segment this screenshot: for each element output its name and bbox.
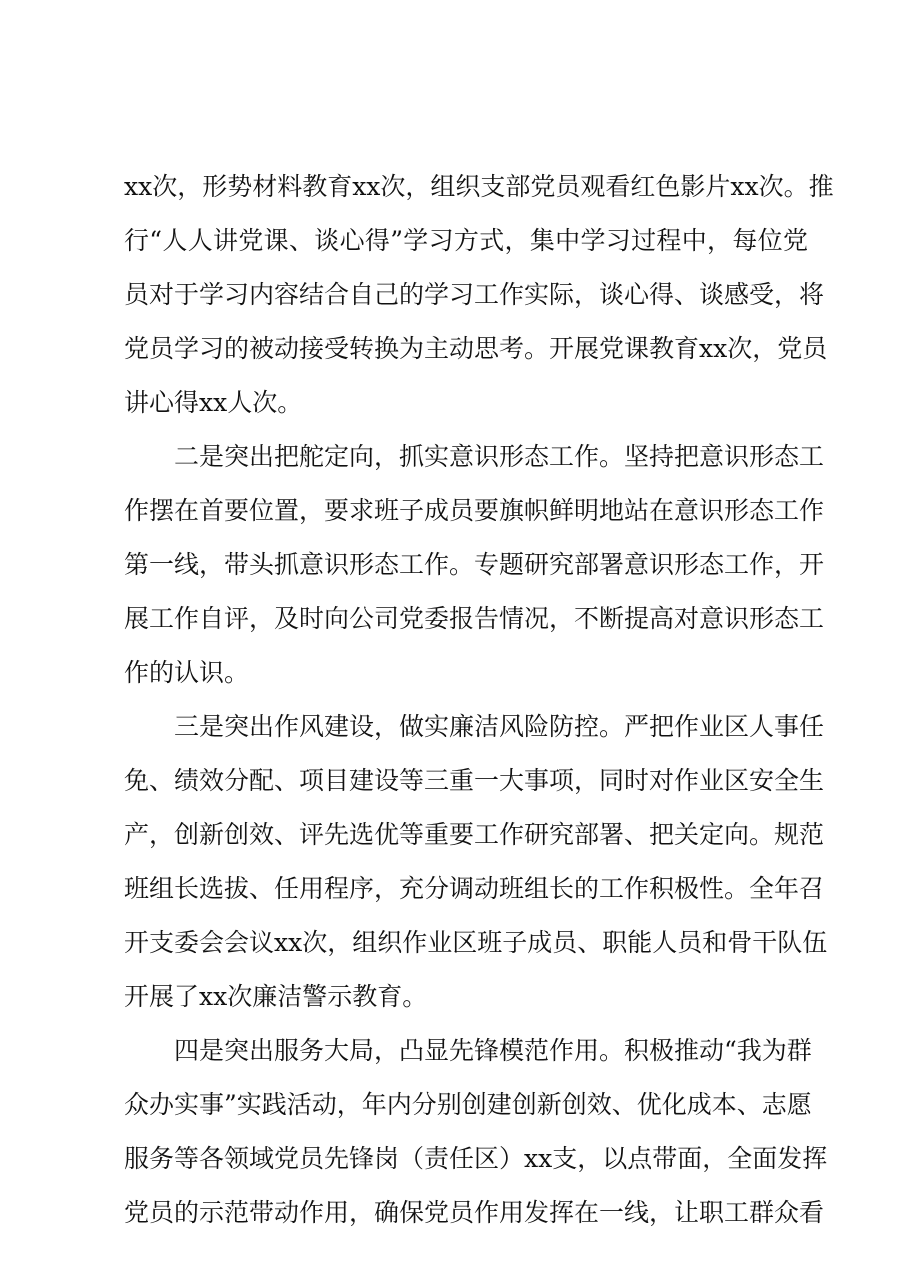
paragraph-start-line: 二是突出把舵定向，抓实意识形态工作。坚持把意识形态工 [174, 442, 825, 471]
text-line: 员对于学习内容结合自己的学习工作实际，谈心得、谈感受，将 [124, 280, 825, 309]
text-line: 展工作自评，及时向公司党委报告情况，不断提高对意识形态工 [124, 604, 825, 633]
text-line: 党员的示范带动作用，确保党员作用发挥在一线，让职工群众看 [124, 1198, 825, 1227]
text-line: 第一线，带头抓意识形态工作。专题研究部署意识形态工作，开 [124, 550, 825, 579]
text-line: 班组长选拔、任用程序，充分调动班组长的工作积极性。全年召 [124, 874, 825, 903]
text-line: 众办实事”实践活动，年内分别创建创新创效、优化成本、志愿 [124, 1090, 812, 1119]
text-line: 党员学习的被动接受转换为主动思考。开展党课教育xx次，党员 [124, 334, 828, 363]
text-line: 作摆在首要位置，要求班子成员要旗帜鲜明地站在意识形态工作 [124, 496, 825, 525]
text-line: 讲心得xx人次。 [124, 388, 303, 417]
text-line: 开展了xx次廉洁警示教育。 [124, 982, 428, 1011]
paragraph-start-line: 四是突出服务大局，凸显先锋模范作用。积极推动“我为群 [174, 1036, 812, 1065]
text-line: 作的认识。 [124, 658, 250, 687]
body-text [124, 160, 834, 1240]
text-line: 服务等各领域党员先锋岗（责任区）xx支，以点带面，全面发挥 [124, 1144, 828, 1173]
text-line: xx次，形势材料教育xx次，组织支部党员观看红色影片xx次。推 [124, 172, 834, 201]
text-line: 开支委会会议xx次，组织作业区班子成员、职能人员和骨干队伍 [124, 928, 828, 957]
text-line: 产，创新创效、评先选优等重要工作研究部署、把关定向。规范 [124, 820, 825, 849]
paragraph-start-line: 三是突出作风建设，做实廉洁风险防控。严把作业区人事任 [174, 712, 825, 741]
text-line: 行“人人讲党课、谈心得”学习方式，集中学习过程中，每位党 [124, 226, 808, 255]
text-line: 免、绩效分配、项目建设等三重一大事项，同时对作业区安全生 [124, 766, 825, 795]
